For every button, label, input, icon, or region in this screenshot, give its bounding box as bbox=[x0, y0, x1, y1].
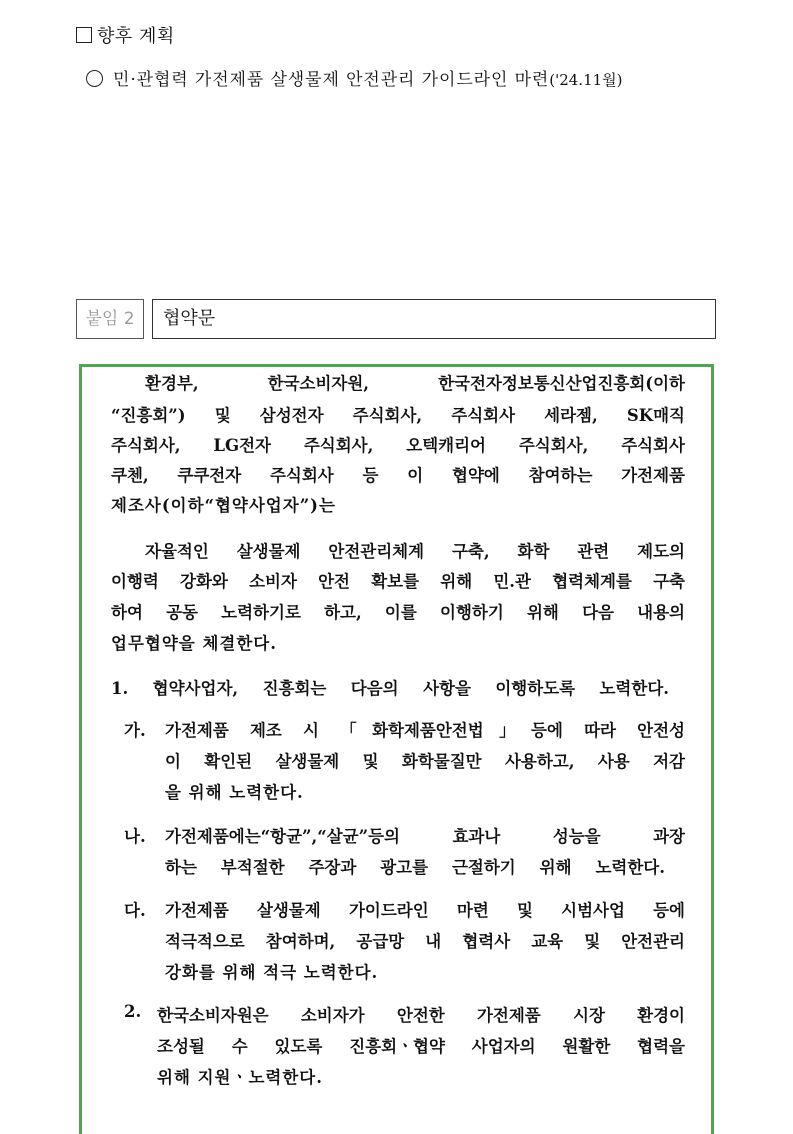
sub-item-da-line1: 가전제품 살생물제 가이드라인 마련 및 시범사업 등에 bbox=[165, 901, 685, 920]
agreement-item2-line1: 한국소비자원은 소비자가 안전한 가전제품 시장 환경이 bbox=[157, 1006, 685, 1025]
section-heading-text: 향후 계획 bbox=[97, 26, 175, 47]
sub-item-da-line2: 적극적으로 참여하며, 공급망 내 협력사 교육 및 안전관리 bbox=[165, 932, 685, 951]
agreement-para1-line3: 주식회사, LG전자 주식회사, 오텍캐리어 주식회사, 주식회사 bbox=[111, 436, 685, 455]
attachment-label: 붙임 2 bbox=[85, 309, 135, 329]
agreement-para1-line1: 환경부, 한국소비자원, 한국전자정보통신산업진흥회(이하 bbox=[145, 374, 685, 393]
agreement-item1: 1. 협약사업자, 진흥회는 다음의 사항을 이행하도록 노력한다. bbox=[111, 679, 669, 698]
sub-item-na-marker: 나. bbox=[124, 827, 146, 846]
section-heading-future-plan bbox=[76, 22, 175, 48]
sub-item-ga-line2: 이 확인된 살생물제 및 화학물질만 사용하고, 사용 저감 bbox=[165, 752, 685, 771]
agreement-para1-line5: 제조사(이하“협약사업자”)는 bbox=[111, 496, 336, 515]
agreement-item2-line2: 조성될 수 있도록 진흥회ㆍ협약 사업자의 원활한 협력을 bbox=[157, 1037, 685, 1056]
agreement-item2-marker: 2. bbox=[124, 1002, 142, 1021]
attachment-title-box bbox=[152, 299, 716, 339]
agreement-para1-line2: “진흥회”) 및 삼성전자 주식회사, 주식회사 세라젬, SK매직 bbox=[111, 406, 685, 425]
checkbox-square-icon bbox=[76, 27, 92, 43]
circle-bullet-icon bbox=[86, 70, 103, 87]
sub-item-na-line1: 가전제품에는“항균”,“살균”등의 효과나 성능을 과장 bbox=[165, 827, 685, 846]
agreement-para2-line2: 이행력 강화와 소비자 안전 확보를 위해 민.관 협력체계를 구축 bbox=[111, 572, 685, 591]
attachment-title: 협약문 bbox=[163, 308, 216, 329]
sub-item-ga-line1: 가전제품 제조 시 「화학제품안전법」등에 따라 안전성 bbox=[165, 721, 685, 740]
sub-item-da-line3: 강화를 위해 적극 노력한다. bbox=[165, 963, 379, 982]
plan-item-date: ('24.11월) bbox=[549, 71, 623, 89]
plan-item-text: 민·관협력 가전제품 살생물제 안전관리 가이드라인 마련 bbox=[113, 70, 550, 90]
agreement-para2-line4: 업무협약을 체결한다. bbox=[111, 634, 277, 653]
sub-item-ga-line3: 을 위해 노력한다. bbox=[165, 783, 304, 802]
agreement-para2-line1: 자율적인 살생물제 안전관리체계 구축, 화학 관련 제도의 bbox=[145, 542, 685, 561]
sub-item-na-line2: 하는 부적절한 주장과 광고를 근절하기 위해 노력한다. bbox=[165, 858, 665, 877]
plan-list-item bbox=[86, 65, 623, 90]
agreement-para1-line4: 쿠첸, 쿠쿠전자 주식회사 등 이 협약에 참여하는 가전제품 bbox=[111, 466, 685, 485]
sub-item-da-marker: 다. bbox=[124, 901, 146, 920]
attachment-label-box bbox=[76, 299, 144, 339]
agreement-item2-line3: 위해 지원ㆍ노력한다. bbox=[157, 1068, 323, 1087]
agreement-para2-line3: 하여 공동 노력하기로 하고, 이를 이행하기 위해 다음 내용의 bbox=[111, 603, 685, 622]
sub-item-ga-marker: 가. bbox=[124, 721, 146, 740]
